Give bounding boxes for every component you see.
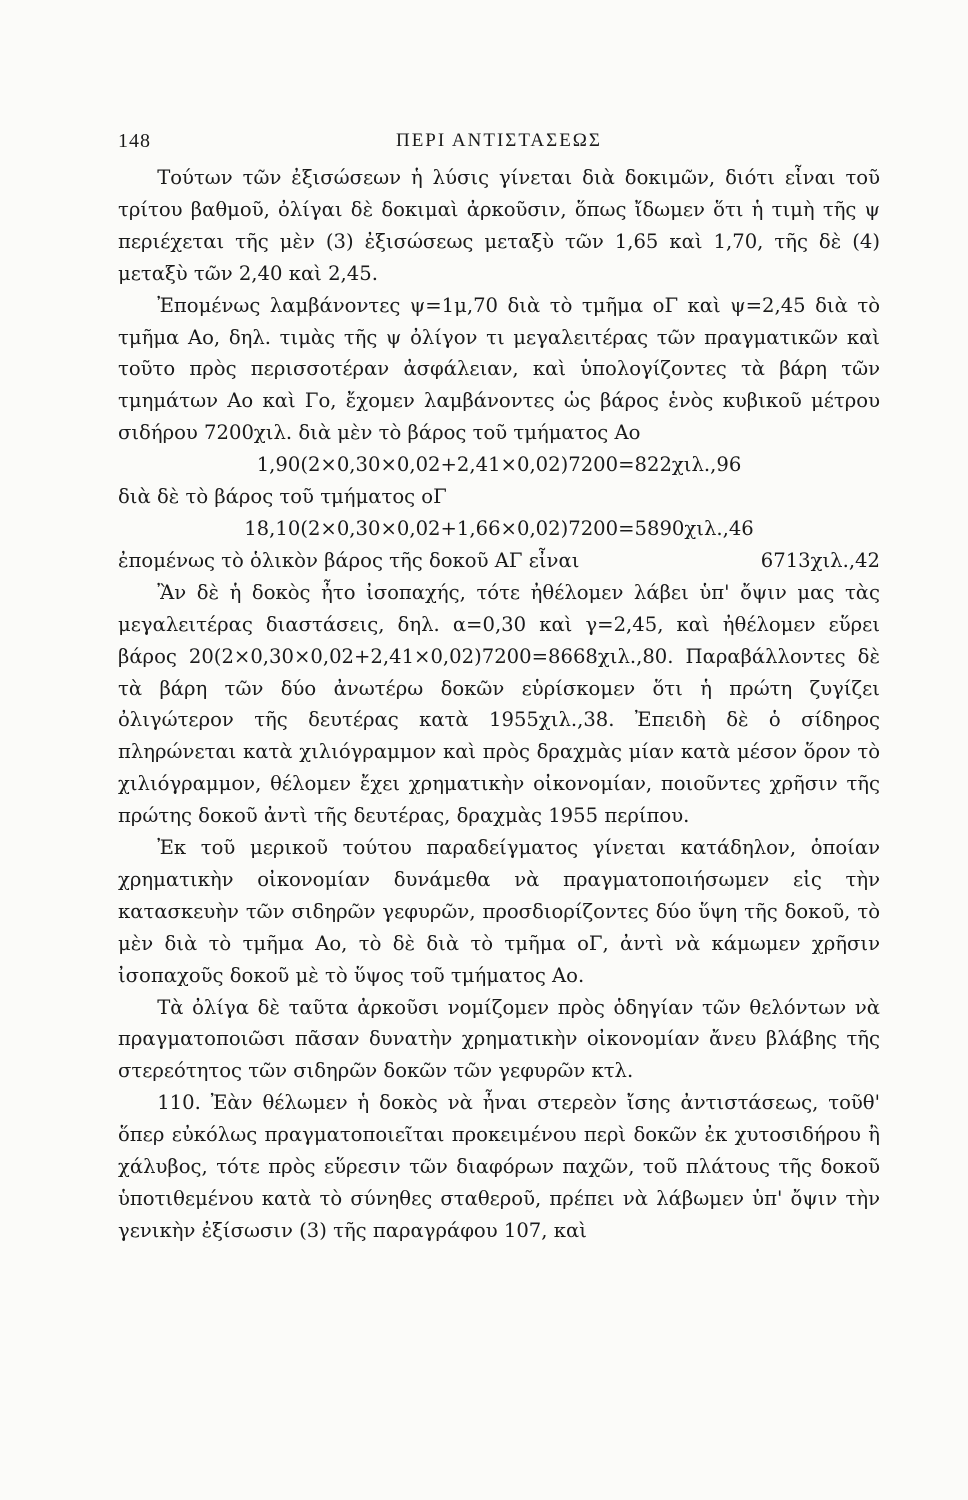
paragraph-5: Ἐκ τοῦ μερικοῦ τούτου παραδείγματος γίνεται κατάδηλον, ὁποίαν χρηματικὴν οἰκονομίαν δυνάμεθα νὰ πραγματοποιήσωμεν εἰς τὴν κατασκευὴν τῶν σιδηρῶν γεφυρῶν, προσδιορίζοντες δύο ὕψη τῆς δοκοῦ, τὸ μὲν διὰ τὸ τμῆμα Αο, τὸ δὲ διὰ τὸ τμῆμα οΓ, ἀντὶ νὰ κάμωμεν χρῆσιν ἰσοπαχοῦς δοκοῦ μὲ τὸ ὕψος τοῦ τμήματος Αο. [118,836,880,987]
total-weight-label: ἐπομένως τὸ ὁλικὸν βάρος τῆς δοκοῦ ΑΓ εἶναι [118,548,580,572]
total-weight-line [118,545,880,577]
paragraph-4: Ἂν δὲ ἡ δοκὸς ἦτο ἰσοπαχής, τότε ἠθέλομεν λάβει ὑπ' ὄψιν μας τὰς μεγαλειτέρας διαστάσεις, δηλ. α=0,30 καὶ γ=2,45, καὶ ἠθέλομεν εὕρει βάρος 20(2×0,30×0,02+2,41×0,02)7200=8668χιλ.,80. Παραβάλλοντες δὲ τὰ βάρη τῶν δύο ἀνωτέρω δοκῶν εὑρίσκομεν ὅτι ἡ πρώτη ζυγίζει ὀλιγώτερον τῆς δευτέρας κατὰ 1955χιλ.,38. Ἐπειδὴ δὲ ὁ σίδηρος πληρώνεται κατὰ χιλιόγραμμον καὶ πρὸς δραχμὰς μίαν κατὰ μέσον ὅρον τὸ χιλιόγραμμον, θέλομεν ἔχει χρηματικὴν οἰκονομίαν, ποιοῦντες χρῆσιν τῆς πρώτης δοκοῦ ἀντὶ τῆς δευτέρας, δραχμὰς 1955 περίπου. [118,580,880,828]
running-title: ΠΕΡΙ ΑΝΤΙΣΤΑΣΕΩΣ [395,130,602,151]
page-header [118,124,880,154]
paragraph-1: Τούτων τῶν ἐξισώσεων ἡ λύσις γίνεται διὰ δοκιμῶν, διότι εἶναι τοῦ τρίτου βαθμοῦ, ὀλίγαι δὲ δοκιμαὶ ἀρκοῦσιν, ὅπως ἴδωμεν ὅτι ἡ τιμὴ τῆς ψ περιέχεται τῆς μὲν (3) ἐξισώσεως μεταξὺ τῶν 1,65 καὶ 1,70, τῆς δὲ (4) μεταξὺ τῶν 2,40 καὶ 2,45. [118,166,880,285]
book-page [118,124,880,1424]
paragraph-7: 110. Ἐὰν θέλωμεν ἡ δοκὸς νὰ ἦναι στερεὸν ἴσης ἀντιστάσεως, τοῦθ' ὅπερ εὐκόλως πραγματοποιεῖται προκειμένου περὶ δοκῶν ἐκ χυτοσιδήρου ἢ χάλυβος, τότε πρὸς εὕρεσιν τῶν διαφόρων παχῶν, τοῦ πλάτους τῆς δοκοῦ ὑποτιθεμένου κατὰ τὸ σύνηθες σταθεροῦ, πρέπει νὰ λάβωμεν ὑπ' ὄψιν τὴν γενικὴν ἐξίσωσιν (3) τῆς παραγράφου 107, καὶ [118,1091,880,1242]
formula-weight-og: 18,10(2×0,30×0,02+1,66×0,02)7200=5890χιλ.,46 [244,516,754,540]
total-weight-value: 6713χιλ.,42 [760,548,880,572]
paragraph-3: διὰ δὲ τὸ βάρος τοῦ τμήματος οΓ [118,485,447,509]
body-text [118,162,880,1247]
formula-weight-ao: 1,90(2×0,30×0,02+2,41×0,02)7200=822χιλ.,96 [256,453,742,477]
paragraph-2: Ἐπομένως λαμβάνοντες ψ=1μ,70 διὰ τὸ τμῆμα οΓ καὶ ψ=2,45 διὰ τὸ τμῆμα Αο, δηλ. τιμὰς τῆς ψ ὀλίγον τι μεγαλειτέρας τῶν πραγματικῶν καὶ τοῦτο πρὸς περισσοτέραν ἀσφάλειαν, καὶ ὑπολογίζοντες τὰ βάρη τῶν τμημάτων Αο καὶ Γο, ἔχομεν λαμβάνοντες ὡς βάρος ἑνὸς κυβικοῦ μέτρου σιδήρου 7200χιλ. διὰ μὲν τὸ βάρος τοῦ τμήματος Αο [118,293,880,445]
page-number: 148 [118,130,151,152]
paragraph-6: Τὰ ὀλίγα δὲ ταῦτα ἀρκοῦσι νομίζομεν πρὸς ὁδηγίαν τῶν θελόντων νὰ πραγματοποιῶσι πᾶσαν δυνατὴν χρηματικὴν οἰκονομίαν ἄνευ βλάβης τῆς στερεότητος τῶν σιδηρῶν δοκῶν τῶν γεφυρῶν κτλ. [118,995,880,1083]
